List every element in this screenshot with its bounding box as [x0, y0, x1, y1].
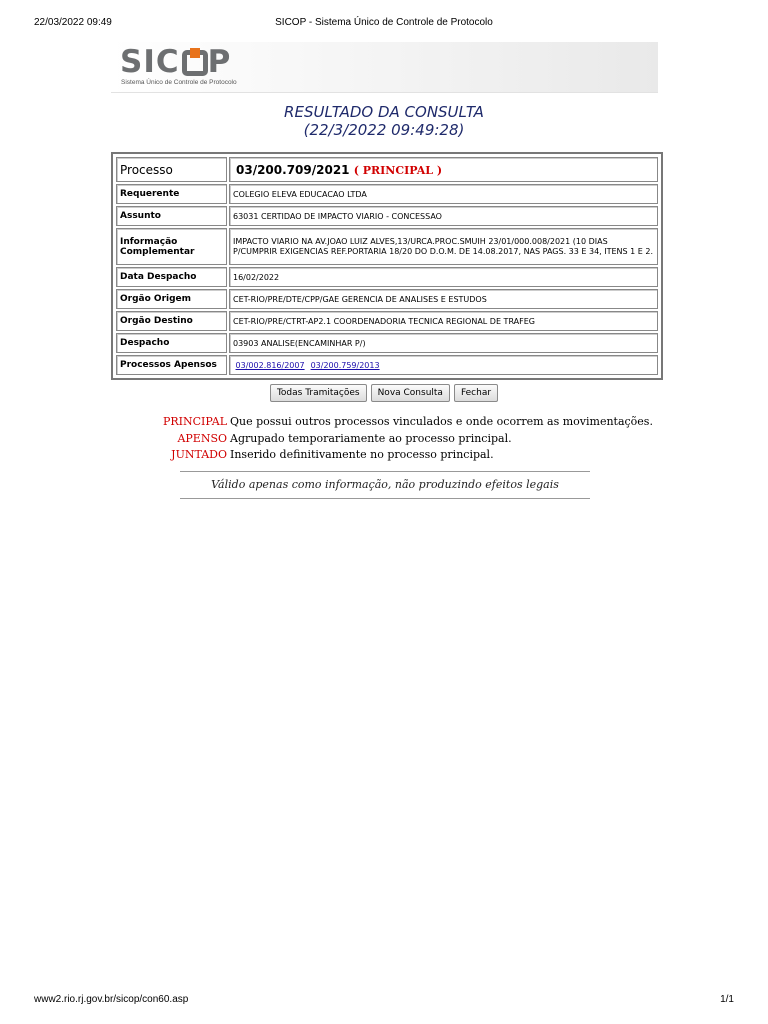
table-row	[116, 333, 658, 353]
print-url: www2.rio.rj.gov.br/sicop/con60.asp	[34, 994, 189, 1005]
sicop-logo	[120, 46, 231, 78]
table-row	[116, 289, 658, 309]
result-timestamp: (22/3/2022 09:49:28)	[303, 121, 465, 139]
print-header	[34, 17, 734, 31]
legend-term-apenso: APENSO	[177, 431, 227, 445]
print-page-number: 1/1	[720, 994, 734, 1005]
fechar-button[interactable]: Fechar	[454, 384, 498, 402]
apenso-link-2[interactable]: 03/200.759/2013	[310, 360, 380, 370]
apensos-value	[229, 355, 658, 375]
info-value: IMPACTO VIARIO NA AV.JOAO LUIZ ALVES,13/URCA.PROC.SMUIH 23/01/000.008/2021 (10 DIAS P/CUMPRIR EXIGENCIAS REF.PORTARIA 18/20 DO D.O.M. DE 14.08.2017, NAS PAGS. 33 E 34, ITENS 1 E 2.	[229, 228, 658, 265]
result-title	[0, 103, 768, 139]
principal-tag: ( PRINCIPAL )	[353, 163, 443, 177]
table-row	[116, 355, 658, 375]
legend-term-principal: PRINCIPAL	[162, 415, 227, 428]
orgao-destino-label: Orgão Destino	[116, 311, 227, 331]
apenso-link-1[interactable]: 03/002.816/2007	[235, 360, 305, 370]
table-row	[116, 267, 658, 287]
legend-item	[150, 431, 650, 448]
print-page-title: SICOP - Sistema Único de Controle de Protocolo	[275, 17, 493, 28]
disclaimer: Válido apenas como informação, não produzindo efeitos legais	[180, 471, 590, 499]
legend	[150, 414, 653, 464]
despacho-label: Despacho	[116, 333, 227, 353]
legend-term-juntado: JUNTADO	[171, 448, 227, 461]
table-row	[116, 184, 658, 204]
requerente-value: COLEGIO ELEVA EDUCACAO LTDA	[229, 184, 658, 204]
legend-desc-apenso: Agrupado temporariamente ao processo principal.	[230, 431, 512, 445]
processo-label: Processo	[116, 157, 227, 182]
info-label: Informação Complementar	[116, 228, 227, 265]
todas-tramitacoes-button[interactable]: Todas Tramitações	[270, 384, 367, 402]
apensos-label: Processos Apensos	[116, 355, 227, 375]
data-despacho-label: Data Despacho	[116, 267, 227, 287]
orgao-origem-label: Orgão Origem	[116, 289, 227, 309]
orgao-origem-value: CET-RIO/PRE/DTE/CPP/GAE GERENCIA DE ANALISES E ESTUDOS	[229, 289, 658, 309]
process-details-table	[111, 152, 663, 380]
assunto-value: 63031 CERTIDAO DE IMPACTO VIARIO - CONCESSAO	[229, 206, 658, 226]
assunto-label: Assunto	[116, 206, 227, 226]
processo-value	[229, 157, 658, 182]
legend-desc-juntado: Inserido definitivamente no processo principal.	[230, 448, 494, 461]
logo-text-pre: SIC	[120, 44, 180, 80]
print-datetime: 22/03/2022 09:49	[34, 17, 112, 28]
table-row	[116, 157, 658, 182]
result-heading: RESULTADO DA CONSULTA	[284, 103, 484, 121]
nova-consulta-button[interactable]: Nova Consulta	[371, 384, 450, 402]
action-buttons	[0, 384, 768, 402]
data-despacho-value: 16/02/2022	[229, 267, 658, 287]
print-footer	[34, 994, 734, 1008]
table-row	[116, 311, 658, 331]
despacho-value: 03903 ANALISE(ENCAMINHAR P/)	[229, 333, 658, 353]
requerente-label: Requerente	[116, 184, 227, 204]
logo-subtitle: Sistema Único de Controle de Protocolo	[121, 79, 237, 86]
legend-item	[150, 447, 650, 464]
orgao-destino-value: CET-RIO/PRE/CTRT-AP2.1 COORDENADORIA TECNICA REGIONAL DE TRAFEG	[229, 311, 658, 331]
sicop-banner	[111, 42, 658, 93]
legend-item	[150, 414, 653, 431]
table-row	[116, 206, 658, 226]
legend-desc-principal: Que possui outros processos vinculados e onde ocorrem as movimentações.	[230, 415, 653, 428]
processo-number: 03/200.709/2021	[236, 162, 350, 177]
logo-o-icon	[181, 48, 207, 74]
table-row	[116, 228, 658, 265]
logo-text-post: P	[207, 44, 232, 80]
